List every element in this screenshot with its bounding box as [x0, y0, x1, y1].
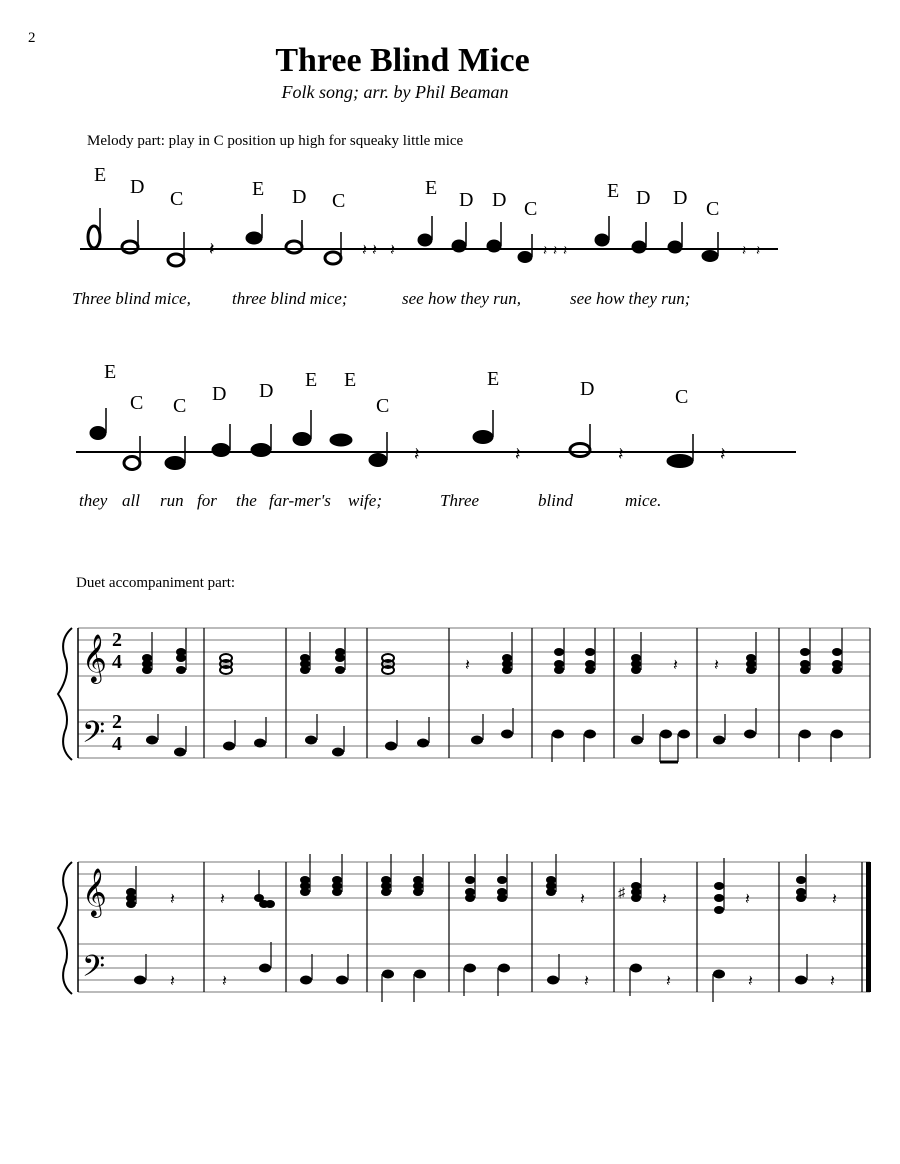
lyric: mice. [625, 491, 662, 510]
svg-text:𝄽: 𝄽 [543, 244, 548, 259]
song-title: Three Blind Mice [275, 42, 530, 79]
note-name: D [292, 186, 307, 208]
note-name: E [425, 177, 438, 199]
svg-text:𝄽: 𝄽 [580, 891, 585, 908]
note-name: E [252, 178, 265, 200]
svg-text:4: 4 [112, 651, 122, 673]
svg-text:𝄽: 𝄽 [414, 444, 420, 464]
svg-text:𝄽: 𝄽 [220, 891, 225, 908]
svg-text:𝄢: 𝄢 [82, 950, 106, 991]
note-name: C [170, 188, 184, 210]
notes-line-2 [90, 408, 726, 470]
lyric: blind [538, 491, 573, 510]
svg-text:𝄽: 𝄽 [465, 657, 470, 674]
lyric: Three blind mice, [72, 289, 191, 308]
note-name: E [94, 164, 107, 186]
svg-text:2: 2 [112, 629, 122, 651]
note-name: D [673, 187, 688, 209]
svg-text:𝄞: 𝄞 [82, 633, 107, 682]
svg-text:𝄽: 𝄽 [830, 973, 835, 990]
note-name: D [492, 189, 507, 211]
lyric: for [197, 491, 217, 510]
svg-text:𝄽: 𝄽 [209, 239, 215, 259]
svg-text:4: 4 [112, 733, 122, 755]
svg-text:𝄽: 𝄽 [170, 891, 175, 908]
svg-text:𝄽: 𝄽 [390, 242, 395, 259]
svg-text:𝄽: 𝄽 [222, 973, 227, 990]
lyrics-line-2 [79, 491, 661, 510]
lyric: Three [440, 491, 480, 510]
notes-line-1 [88, 208, 760, 266]
svg-text:𝄢: 𝄢 [82, 716, 106, 757]
svg-text:𝄽: 𝄽 [742, 244, 747, 259]
svg-text:𝄽: 𝄽 [563, 244, 568, 259]
note-names-line-2 [104, 361, 688, 417]
svg-text:𝄽: 𝄽 [515, 444, 521, 464]
svg-text:𝄽: 𝄽 [720, 444, 726, 464]
note-name: E [487, 368, 500, 390]
note-name: E [104, 361, 117, 383]
lyrics-line-1 [72, 289, 690, 308]
svg-text:𝄽: 𝄽 [666, 973, 671, 990]
svg-text:𝄽: 𝄽 [748, 973, 753, 990]
note-names-line-1 [94, 164, 719, 220]
svg-text:𝄽: 𝄽 [832, 891, 837, 908]
note-name: C [173, 395, 187, 417]
svg-text:𝄽: 𝄽 [673, 657, 678, 674]
melody-line-1 [72, 164, 778, 308]
note-name: D [130, 176, 145, 198]
note-name: E [344, 369, 357, 391]
svg-text:𝄽: 𝄽 [170, 973, 175, 990]
melody-part-label: Melody part: play in C position up high for squeaky little mice [87, 133, 464, 149]
note-name: C [706, 198, 720, 220]
svg-text:𝄽: 𝄽 [372, 242, 377, 259]
lyric: run [160, 491, 184, 510]
svg-text:𝄽: 𝄽 [662, 891, 667, 908]
svg-text:𝄽: 𝄽 [745, 891, 750, 908]
svg-text:2: 2 [112, 711, 122, 733]
lyric: the [236, 491, 257, 510]
note-name: C [524, 198, 538, 220]
note-name: E [305, 369, 318, 391]
svg-text:𝄽: 𝄽 [362, 242, 367, 259]
svg-text:𝄽: 𝄽 [714, 657, 719, 674]
svg-text:𝄽: 𝄽 [584, 973, 589, 990]
svg-text:𝄽: 𝄽 [756, 244, 761, 259]
melody-line-2 [76, 361, 796, 510]
note-name: D [459, 189, 474, 211]
note-name: E [607, 180, 620, 202]
lyric: all [122, 491, 140, 510]
svg-text:𝄽: 𝄽 [553, 244, 558, 259]
lyric: they [79, 491, 108, 510]
accompaniment-system-2 [58, 854, 871, 1002]
lyric: three blind mice; [232, 289, 348, 308]
lyric: see how they run; [570, 289, 691, 308]
note-name: C [675, 386, 689, 408]
note-name: C [332, 190, 346, 212]
note-name: D [259, 380, 274, 402]
page-number: 2 [28, 30, 36, 46]
note-name: D [212, 383, 227, 405]
note-name: C [130, 392, 144, 414]
svg-text:𝄞: 𝄞 [82, 867, 107, 916]
lyric: see how they run, [402, 289, 521, 308]
note-name: C [376, 395, 390, 417]
accompaniment-part-label: Duet accompaniment part: [76, 575, 236, 591]
svg-text:𝄽: 𝄽 [618, 444, 624, 464]
song-subtitle: Folk song; arr. by Phil Beaman [281, 82, 509, 102]
accompaniment-system-1 [58, 628, 870, 762]
svg-text:♯: ♯ [618, 886, 625, 901]
lyric: far-mer's [269, 491, 331, 510]
note-name: D [636, 187, 651, 209]
note-name: D [580, 378, 595, 400]
lyric: wife; [348, 491, 382, 510]
